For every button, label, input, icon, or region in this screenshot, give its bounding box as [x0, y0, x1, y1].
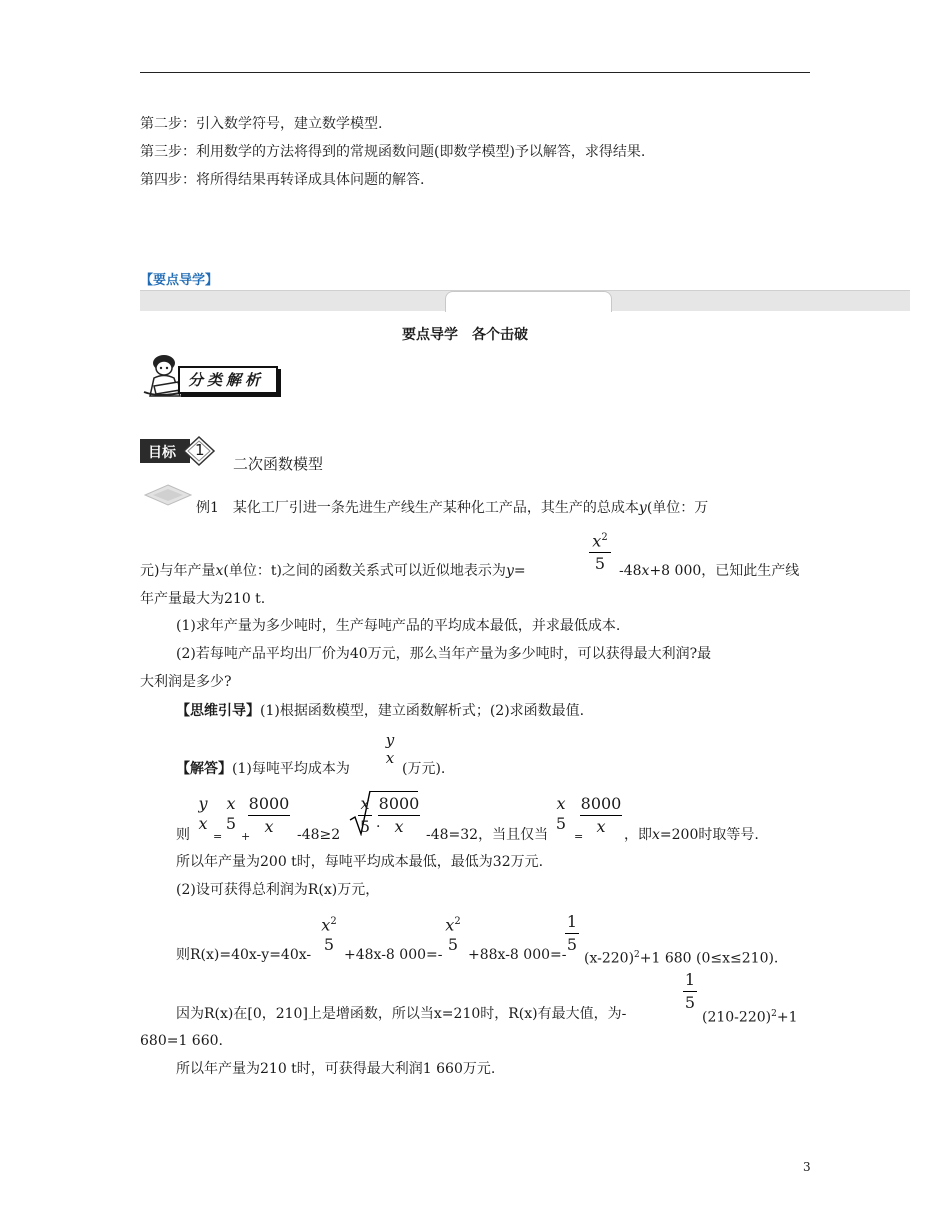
result-2: (2)设可获得总利润为R(x)万元， [176, 882, 380, 898]
frac-sup: 2 [601, 532, 608, 543]
r3-sup: 2 [771, 1009, 777, 1019]
frac-den: 5 [594, 554, 606, 574]
ineq-minus48b: -48=32，当且仅当 [426, 827, 549, 843]
example-line-1-text: 例1 某化工厂引进一条先进生产线生产某种化工产品，其生产的总成本 [196, 500, 639, 516]
sqrt-x: x [360, 794, 370, 813]
cond-tail-var: x [652, 827, 660, 843]
step-4: 第四步：将所得结果再转译成具体问题的解答. [140, 172, 425, 188]
ineq-x1: x [198, 814, 208, 833]
avg-num: y [385, 731, 395, 749]
answer-label: 【解答】 [176, 761, 232, 777]
profit-frac-1 [319, 912, 339, 955]
pg-x: x [445, 915, 455, 935]
cond-tail [624, 826, 759, 844]
pf-sup: 2 [330, 916, 337, 927]
tab-title: 要点导学 各个击破 [402, 327, 528, 343]
section-tag: 【要点导学】 [140, 273, 219, 288]
answer-line-1 [176, 760, 350, 778]
result-5: 所以年产量为210 t时，可获得最大利润1 660万元. [176, 1061, 496, 1077]
sqrt-x2: x [394, 817, 404, 836]
top-rule [140, 72, 810, 73]
ineq-x2: x [226, 794, 236, 813]
example-line-1-end: (单位：万 [646, 500, 709, 516]
profit-frac-3 [565, 912, 579, 955]
tab-notch [445, 291, 612, 312]
profit-a: 则R(x)=40x-y=40x- [176, 947, 312, 963]
profit-d [584, 946, 778, 968]
page-number: 3 [803, 1160, 811, 1174]
ineq-eq1: = [213, 830, 223, 843]
cond-x: x [556, 794, 566, 813]
var-x: x [215, 563, 224, 579]
ineq-ze: 则 [176, 827, 190, 843]
result-1: 所以年产量为200 t时，每吨平均成本最低，最低为32万元. [176, 854, 544, 870]
goal-number: 1 [195, 441, 205, 459]
cond-eq: = [574, 830, 584, 843]
r3-tail: (210-220) [702, 1009, 772, 1026]
profit-frac-2 [443, 912, 463, 955]
r3-5: 5 [684, 993, 696, 1012]
r3-end: +1 [776, 1009, 798, 1026]
goal-title: 二次函数模型 [233, 455, 324, 473]
banner [140, 352, 275, 398]
profit-e: +1 680 (0≤x≤210). [639, 950, 779, 967]
result-3: 因为R(x)在[0，210]上是增函数，所以当x=210时，R(x)有最大值，为- [176, 1006, 627, 1022]
profit-b: +48x-8 000=- [344, 947, 443, 963]
question-2a: (2)若每吨产品平均出厂价为40万元，那么当年产量为多少吨时，可以获得最大利润?最 [176, 646, 712, 662]
ineq-minus48a: -48≥2 [297, 827, 341, 843]
example-line-2 [140, 562, 526, 580]
step-3: 第三步：利用数学的方法将得到的常规函数问题(即数学模型)予以解答，求得结果. [140, 144, 646, 160]
cond-tail-b: =200时取等号. [659, 827, 759, 843]
example-gem-icon [143, 484, 193, 506]
answer-a1: (1)每吨平均成本为 [232, 761, 350, 777]
profit-d-text: (x-220) [584, 950, 635, 967]
tail-b: +8 000，已知此生产线 [649, 563, 800, 579]
hint-text: (1)根据函数模型，建立函数解析式；(2)求函数最值. [260, 703, 585, 719]
result-4: 680=1 660. [140, 1033, 223, 1049]
pf-5: 5 [323, 935, 335, 955]
example-line-2-a: 元)与年产量 [140, 563, 216, 579]
step-2: 第二步：引入数学符号，建立数学模型. [140, 116, 383, 132]
sqrt-5: 5 [359, 817, 371, 836]
hint [176, 702, 584, 720]
goal-badge [140, 436, 220, 466]
example-line-3: 年产量最大为210 t. [140, 591, 266, 607]
pg-5: 5 [447, 935, 459, 955]
result-3-tail [702, 1005, 797, 1027]
eq: = [513, 563, 526, 579]
ineq-y: y [198, 794, 208, 813]
example-line-2-b: (单位：t)之间的函数关系式可以近似地表示为 [223, 563, 506, 579]
pg-sup: 2 [454, 916, 461, 927]
profit-sup: 2 [634, 950, 640, 960]
example-line-1 [196, 499, 708, 517]
sqrt-8000: 8000 [378, 794, 420, 813]
example-fraction [589, 528, 611, 574]
ph-1: 1 [566, 912, 578, 931]
banner-text: 分类解析 [188, 371, 265, 389]
sqrt-overline [370, 791, 418, 792]
ph-5: 5 [566, 935, 578, 954]
ineq-plus1: + [241, 830, 251, 843]
r3-1: 1 [684, 970, 696, 989]
pf-x: x [321, 915, 331, 935]
avg-cost-fraction [383, 730, 397, 768]
var-y: y [638, 500, 647, 516]
tail-a: -48 [619, 563, 642, 579]
cond-x2: x [596, 817, 606, 836]
ineq-5a: 5 [225, 814, 237, 833]
answer-unit: (万元). [402, 761, 446, 777]
ineq-x3: x [264, 817, 274, 836]
result-3-frac [683, 970, 697, 1013]
profit-c: +88x-8 000=- [468, 947, 567, 963]
goal-badge-label: 目标 [148, 445, 176, 461]
question-1: (1)求年产量为多少吨时，生产每吨产品的平均成本最低，并求最低成本. [176, 618, 621, 634]
tail-x: x [641, 563, 650, 579]
frac-num: x [592, 531, 602, 551]
cond-5: 5 [555, 814, 567, 833]
ineq-dot: · [376, 819, 381, 835]
var-y2: y [505, 563, 514, 579]
avg-den: x [385, 749, 395, 767]
hint-label: 【思维引导】 [176, 703, 260, 719]
example-line-2-tail [619, 562, 799, 580]
cond-8000: 8000 [580, 794, 622, 813]
cond-tail-a: ，即 [624, 827, 652, 843]
ineq-8000a: 8000 [248, 794, 290, 813]
question-2b: 大利润是多少? [140, 674, 232, 690]
